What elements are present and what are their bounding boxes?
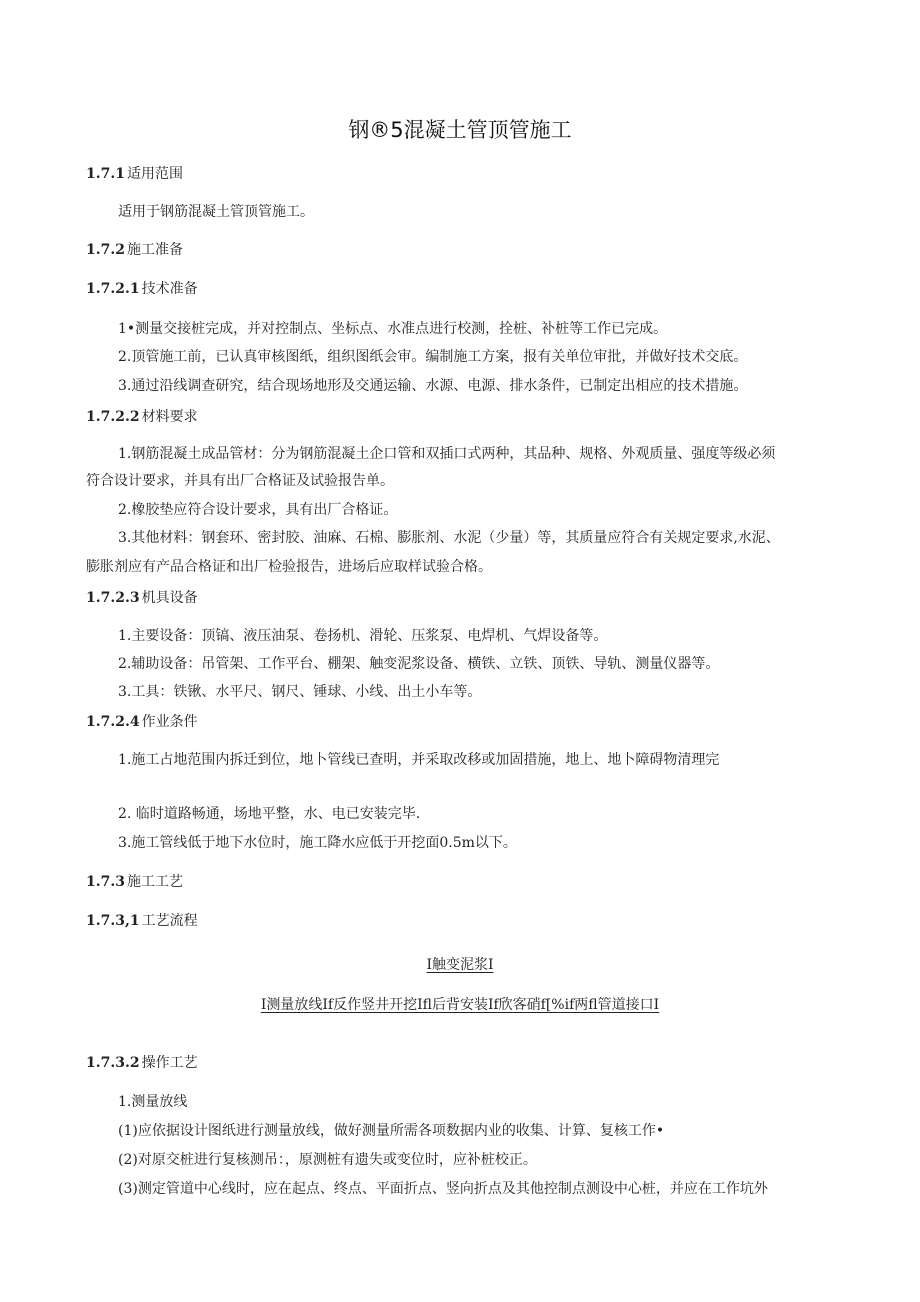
list-item: 2.辅助设备：吊管架、工作平台、棚架、触变泥浆设备、横铁、立铁、顶铁、导轨、测量仪器等。 [118, 656, 720, 672]
section-label: 适用范围 [126, 166, 183, 182]
list-item: 1•测量交接桩完成，并对控制点、坐标点、水准点进行校测，拴桩、补桩等工作已完成。 [118, 321, 668, 337]
list-item: 2.橡胶垫应符合设计要求，具有出厂合格证。 [118, 502, 398, 518]
list-item: 1.主要设备：顶镐、液压油泵、卷扬机、滑轮、压浆泵、电焊机、气焊设备等。 [118, 628, 608, 644]
section-number: 1.7.2.3 [86, 590, 140, 606]
list-item: (1)应依据设计图纸进行测量放线，做好测量所需各项数据内业的收集、计算、复核工作• [118, 1123, 665, 1139]
section-label: 施工工艺 [126, 874, 183, 890]
section-heading-1-7-2-3 [86, 589, 198, 607]
list-item-continuation: 膨胀剂应有产品合格证和出厂检验报告，进场后应取样试验合格。 [86, 559, 492, 575]
list-item-continuation: 符合设计要求，并具有出厂合格证及试验报告单。 [86, 473, 394, 489]
section-label: 机具设备 [141, 590, 198, 606]
list-item: 3.施工管线低于地下水位时，施工降水应低于开挖面0.5m以下。 [118, 835, 517, 851]
section-heading-1-7-3 [86, 873, 183, 891]
section-label: 施工准备 [126, 242, 183, 258]
list-item: 3.通过沿线调查研究，结合现场地形及交通运输、水源、电源、排水条件，已制定出相应的技术措施。 [118, 378, 748, 394]
process-flow-branch [0, 956, 920, 974]
section-heading-1-7-1 [86, 165, 183, 183]
flow-steps: I测量放线If反作竖井开挖Ifl后背安装If欣客硝f[%if两fl管道接口I [260, 997, 660, 1013]
list-item: 1.测量放线 [118, 1094, 188, 1110]
section-label: 材料要求 [141, 409, 198, 425]
section-number: 1.7.2.4 [86, 714, 140, 730]
section-number: 1.7.2.1 [86, 281, 140, 297]
section-heading-1-7-2-4 [86, 713, 198, 731]
section-label: 工艺流程 [141, 913, 198, 929]
section-number: 1.7.1 [86, 166, 125, 182]
list-item: (2)对原交桩进行复核测吊：，原测桩有遗失或变位时，应补桩校正。 [118, 1152, 537, 1168]
list-item: 1.施工占地范围内拆迁到位，地卜管线已查明，并采取改移或加固措施，地上、地卜障碍物清理完 [118, 752, 720, 768]
section-heading-1-7-2-1 [86, 280, 198, 298]
section-label: 操作工艺 [141, 1055, 198, 1071]
section-number: 1.7.3,1 [86, 913, 140, 929]
section-number: 1.7.2 [86, 242, 125, 258]
section-heading-1-7-3-2 [86, 1054, 198, 1072]
list-item: 1.钢筋混凝土成品管材：分为钢筋混凝土企口管和双插口式两种，其品种、规格、外观质量、强度等级必须 [118, 446, 776, 462]
flow-step-thixotropic-slurry: I触变泥浆I [426, 957, 494, 973]
list-item: 2. 临时道路畅通，场地平整，水、电已安装完毕. [118, 806, 421, 822]
list-item: (3)测定管道中心线时，应在起点、终点、平面折点、竖向折点及其他控制点测设中心桩，并应在工作坑外 [118, 1181, 768, 1197]
section-label: 作业条件 [141, 714, 198, 730]
section-number: 1.7.3.2 [86, 1055, 140, 1071]
section-heading-1-7-2 [86, 241, 183, 259]
section-heading-1-7-2-2 [86, 408, 198, 426]
page-title: 钢®5混凝土管顶管施工 [348, 118, 572, 142]
paragraph-scope: 适用于钢筋混凝土管顶管施工。 [118, 204, 314, 220]
section-number: 1.7.3 [86, 874, 125, 890]
list-item: 2.顶管施工前，已认真审核图纸，组织图纸会审。编制施工方案，报有关单位审批，并做好技术交底。 [118, 349, 748, 365]
section-number: 1.7.2.2 [86, 409, 140, 425]
section-label: 技术准备 [141, 281, 198, 297]
process-flow-main [0, 996, 920, 1014]
list-item: 3.工具：铁锹、水平尺、钢尺、锤球、小线、出土小车等。 [118, 684, 482, 700]
section-heading-1-7-3-1 [86, 912, 198, 930]
list-item: 3.其他材料：钢套环、密封胶、油麻、石棉、膨胀剂、水泥（少量）等，其质量应符合有关规定要求,水泥、 [118, 530, 780, 546]
